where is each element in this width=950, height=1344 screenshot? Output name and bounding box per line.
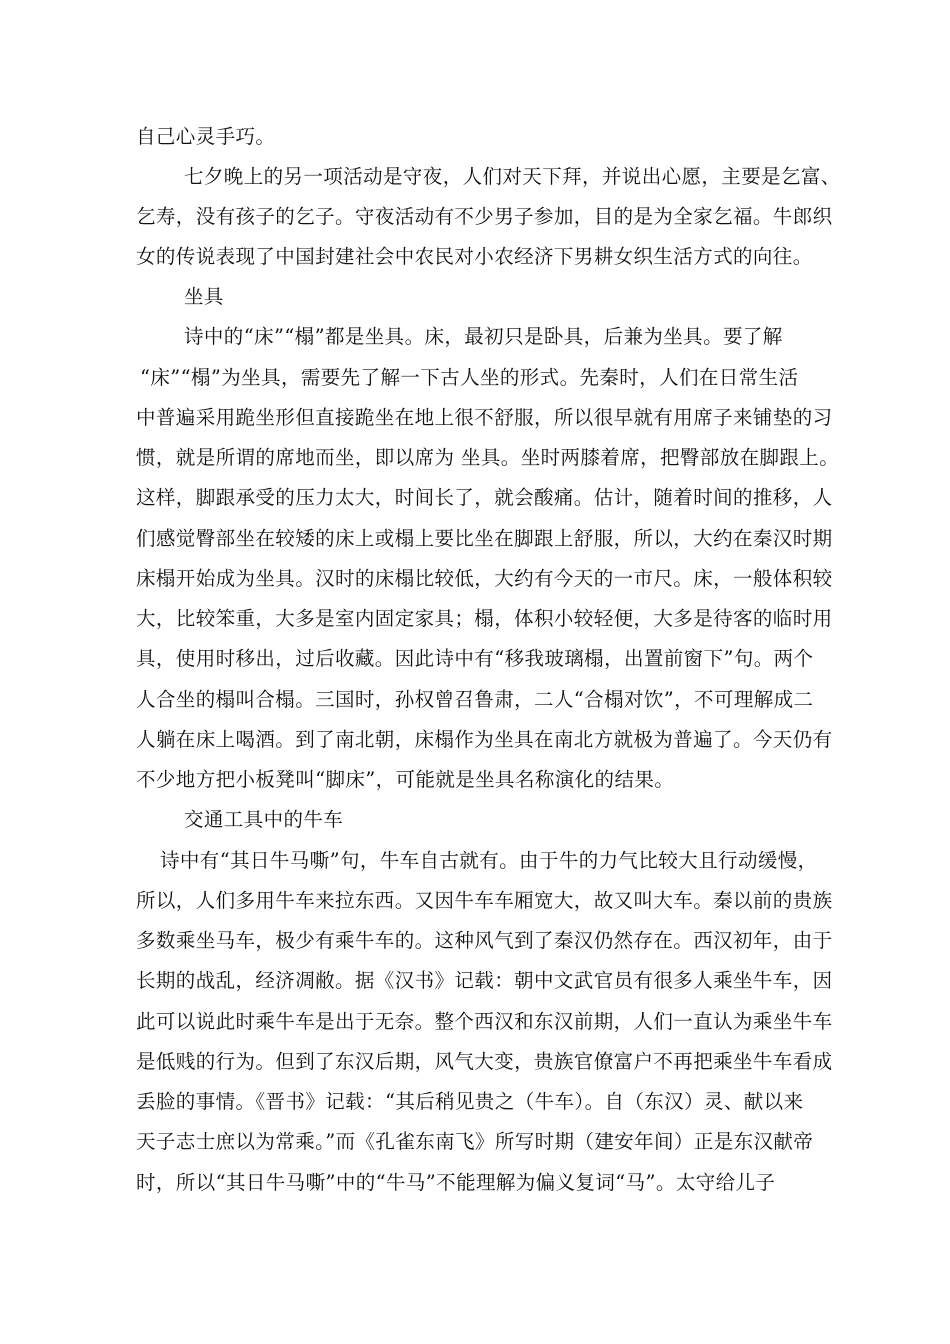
text-line: 自己心灵手巧。 xyxy=(136,125,276,148)
text-line: 大，比较笨重，大多是室内固定家具；榻，体积小较轻便，大多是待客的临时用 xyxy=(136,607,833,630)
text-line: 女的传说表现了中国封建社会中农民对小农经济下男耕女织生活方式的向往。 xyxy=(136,245,813,268)
text-line: 长期的战乱，经济凋敝。据《汉书》记载：朝中文武官员有很多人乘坐牛车，因 xyxy=(136,969,833,992)
text-line: 人躺在床上喝酒。到了南北朝，床榻作为坐具在南北方就极为普遍了。今天仍有 xyxy=(136,728,833,751)
text-line: 乞寿，没有孩子的乞子。守夜活动有不少男子参加，目的是为全家乞福。牛郎织 xyxy=(136,205,833,228)
text-line: 具，使用时移出，过后收藏。因此诗中有“移我玻璃榻，出置前窗下”句。两个 xyxy=(136,647,814,670)
text-line: 床榻开始成为坐具。汉时的床榻比较低，大约有今天的一市尺。床，一般体积较 xyxy=(136,567,833,590)
text-line: 不少地方把小板凳叫“脚床”，可能就是坐具名称演化的结果。 xyxy=(136,768,675,791)
paragraph-first-line: 诗中的“床”“榻”都是坐具。床，最初只是卧具，后兼为坐具。要了解 xyxy=(184,325,783,348)
text-line: “床”“榻”为坐具，需要先了解一下古人坐的形式。先秦时，人们在日常生活 xyxy=(140,366,799,389)
text-line: 是低贱的行为。但到了东汉后期，风气大变，贵族官僚富户不再把乘坐牛车看成 xyxy=(136,1050,833,1073)
text-line: 这样，脚跟承受的压力太大，时间长了，就会酸痛。估计，随着时间的推移，人 xyxy=(136,486,833,509)
text-line: 天子志士庶以为常乘。”而《孔雀东南飞》所写时期（建安年间）正是东汉献帝 xyxy=(136,1130,814,1153)
text-line: 中普遍采用跪坐形但直接跪坐在地上很不舒服，所以很早就有用席子来铺垫的习 xyxy=(136,406,833,429)
paragraph-first-line: 七夕晚上的另一项活动是守夜，人们对天下拜，并说出心愿，主要是乞富、 xyxy=(184,165,841,188)
section-heading: 坐具 xyxy=(184,285,224,308)
text-line: 人合坐的榻叫合榻。三国时，孙权曾召鲁肃，二人“合榻对饮”，不可理解成二 xyxy=(136,688,814,711)
text-line: 此可以说此时乘牛车是出于无奈。整个西汉和东汉前期，人们一直认为乘坐牛车 xyxy=(136,1010,833,1033)
text-line: 时，所以“其日牛马嘶”中的“牛马”不能理解为偏义复词“马”。太守给儿子 xyxy=(136,1171,776,1194)
text-line: 多数乘坐马车，极少有乘牛车的。这种风气到了秦汉仍然存在。西汉初年，由于 xyxy=(136,929,833,952)
text-line: 所以，人们多用牛车来拉东西。又因牛车车厢宽大，故又叫大车。秦以前的贵族 xyxy=(136,889,833,912)
text-line: 惯，就是所谓的席地而坐，即以席为 坐具。坐时两膝着席，把臀部放在脚跟上。 xyxy=(136,446,840,469)
text-line: 们感觉臀部坐在较矮的床上或榻上要比坐在脚跟上舒服，所以，大约在秦汉时期 xyxy=(136,527,833,550)
text-line: 丢脸的事情。《晋书》记载：“其后稍见贵之（牛车）。自（东汉）灵、献以来 xyxy=(136,1090,804,1113)
section-heading: 交通工具中的牛车 xyxy=(184,808,344,831)
paragraph-first-line: 诗中有“其日牛马嘶”句，牛车自古就有。由于牛的力气比较大且行动缓慢， xyxy=(160,849,818,872)
